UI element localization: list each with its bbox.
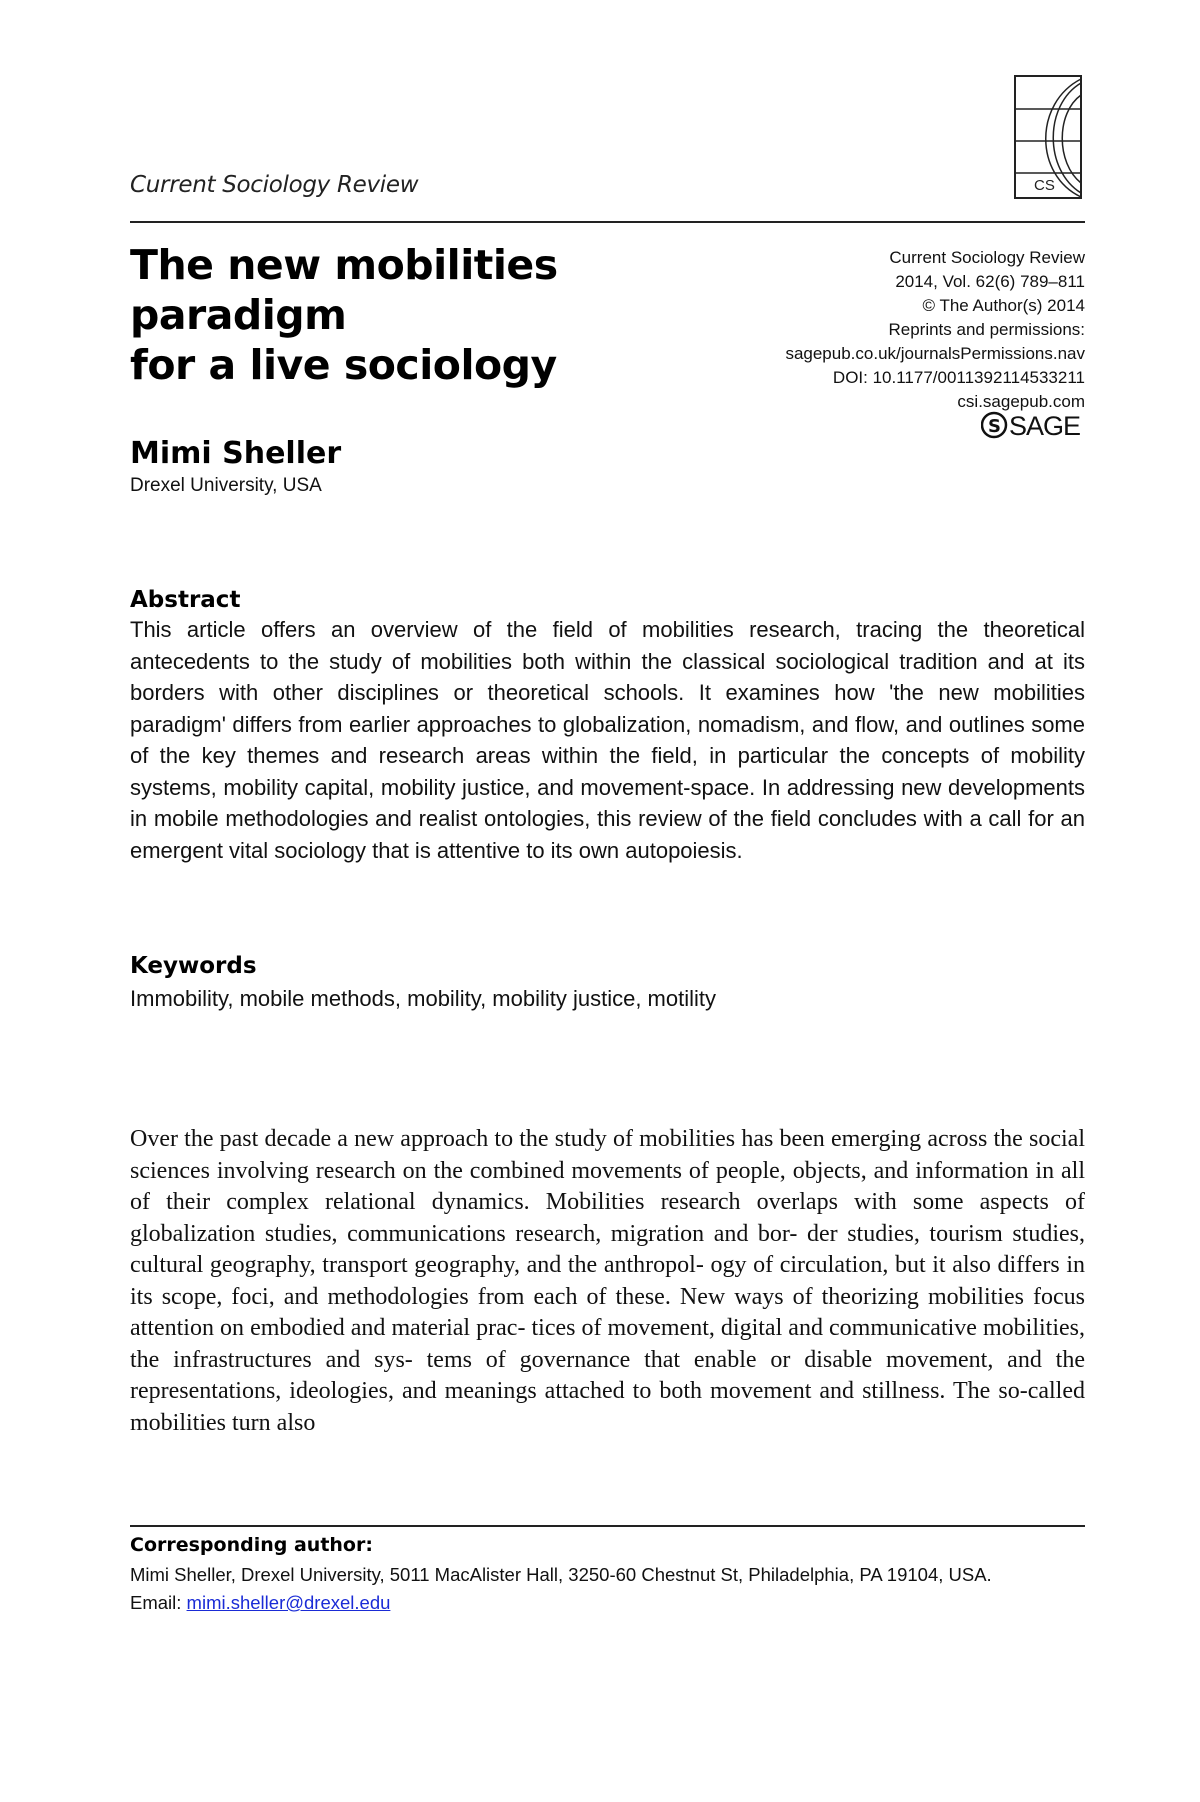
header-rule <box>130 221 1085 223</box>
journal-logo <box>1014 75 1082 199</box>
meta-journal: Current Sociology Review <box>889 248 1085 267</box>
abstract-heading: Abstract <box>130 587 241 613</box>
corresponding-author-label: Corresponding author: <box>130 1534 373 1556</box>
meta-site[interactable]: csi.sagepub.com <box>957 392 1085 411</box>
keywords-text: Immobility, mobile methods, mobility, mobility justice, motility <box>130 986 717 1011</box>
title-line-2: for a live sociology <box>130 341 557 389</box>
svg-text:CS: CS <box>1034 177 1055 194</box>
corresponding-author-address: Mimi Sheller, Drexel University, 5011 MacAlister Hall, 3250-60 Chestnut St, Philadelphia, PA 19104, USA. <box>130 1564 992 1585</box>
abstract-text: This article offers an overview of the field of mobilities research, tracing the theoretical antecedents to the study of mobilities both within the classical sociological tradition and at its borders with other disciplines or theoretical schools. It examines how 'the new mobilities paradigm' differs from earlier approaches to globalization, nomadism, and flow, and outlines some of the key themes and research areas within the field, in particular the concepts of mobility systems, mobility capital, mobility justice, and movement-space. In addressing new developments in mobile methodologies and realist ontologies, this review of the field concludes with a call for an emergent vital sociology that is attentive to its own autopoiesis. <box>130 617 1085 863</box>
body-paragraph: Over the past decade a new approach to the study of mobilities has been emerging across the social sciences involving research on the combined movements of people, objects, and information in all of their complex relational dynamics. Mobilities research overlaps with some aspects of globalization studies, communications research, migration and bor- der studies, tourism studies, cultural geography, transport geography, and the anthropol- ogy of circulation, but it also differs in its scope, foci, and methodologies from each of these. New ways of theorizing mobilities focus attention on embodied and material prac- tices of movement, digital and communicative mobilities, the infrastructures and sys- tems of governance that enable or disable movement, and the representations, ideologies, and meanings attached to both movement and stillness. The so-called mobilities turn also <box>130 1126 1085 1436</box>
author-name: Mimi Sheller <box>130 436 342 471</box>
author-affiliation: Drexel University, USA <box>130 475 322 496</box>
journal-metadata <box>665 246 1085 414</box>
corresponding-author-email <box>130 1592 390 1614</box>
running-head: Current Sociology Review <box>130 172 419 198</box>
meta-volume: 2014, Vol. 62(6) 789–811 <box>895 272 1085 291</box>
email-label: Email: <box>130 1592 182 1613</box>
meta-reprints: Reprints and permissions: <box>888 320 1085 339</box>
keywords-heading: Keywords <box>130 953 257 979</box>
footer-rule <box>130 1525 1085 1527</box>
title-line-1: The new mobilities paradigm <box>130 241 558 339</box>
sage-logo <box>981 410 1087 440</box>
email-link[interactable]: mimi.sheller@drexel.edu <box>186 1592 391 1613</box>
meta-doi[interactable]: DOI: 10.1177/0011392114533211 <box>832 368 1085 387</box>
svg-text:SAGE: SAGE <box>1009 411 1081 440</box>
svg-text:S: S <box>988 416 1001 437</box>
meta-permissions-link[interactable]: sagepub.co.uk/journalsPermissions.nav <box>785 344 1085 363</box>
meta-copyright: © The Author(s) 2014 <box>922 296 1085 315</box>
